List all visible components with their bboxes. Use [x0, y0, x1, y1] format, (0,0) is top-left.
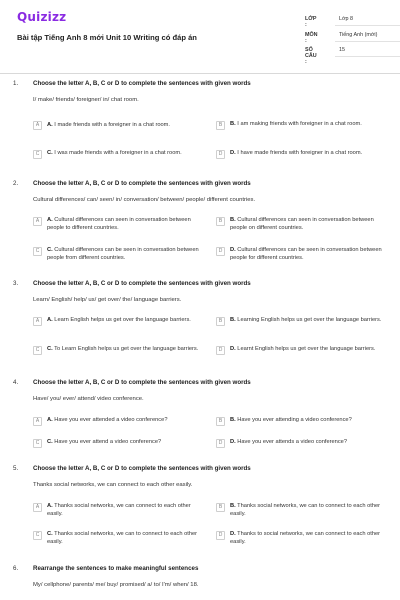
option-letter: C.	[47, 531, 53, 537]
option-d-checkbox[interactable]: D	[216, 439, 225, 448]
option-text: Have you ever attending a video conference?	[237, 417, 352, 423]
option-text: To Learn English helps us get over the language barriers.	[54, 346, 199, 352]
option-letter: B.	[230, 317, 236, 323]
option-text: Learning English helps us get over the language barriers.	[237, 317, 382, 323]
question-prompt: Have/ you/ ever/ attend/ video conference.	[33, 396, 144, 402]
option-letter: A.	[47, 317, 53, 323]
option-c-checkbox[interactable]: C	[33, 247, 42, 256]
option-a-checkbox[interactable]: A	[33, 503, 42, 512]
option-letter: B.	[230, 417, 236, 423]
option-letter: D.	[230, 531, 236, 537]
option-letter: A.	[47, 417, 53, 423]
option-text: Learn English helps us get over the language barriers.	[54, 317, 191, 323]
page-title: Bài tập Tiếng Anh 8 mới Unit 10 Writing có đáp án	[17, 33, 197, 42]
option-text: I made friends with a foreigner in a chat room.	[54, 122, 170, 128]
option-text: Thanks social networks, we can to connect to each other easily.	[230, 503, 381, 518]
option-a-checkbox[interactable]: A	[33, 217, 42, 226]
question-prompt: My/ cellphone/ parents/ me/ buy/ promised/ a/ to/ I'm/ when/ 18.	[33, 582, 199, 588]
option-letter: B.	[230, 121, 236, 127]
option-text: Have you ever attends a video conference?	[237, 439, 347, 445]
question-number: 6.	[13, 565, 19, 572]
meta-count-value: 15	[339, 47, 345, 53]
meta-count-label: SỐ CÂU :	[305, 47, 317, 65]
option-letter: D.	[230, 150, 236, 156]
option-letter: D.	[230, 247, 236, 253]
question-text: Choose the letter A, B, C or D to complete the sentences with given words	[33, 280, 251, 287]
option-d-checkbox[interactable]: D	[216, 150, 225, 159]
option-text: I was made friends with a foreigner in a chat room.	[54, 150, 182, 156]
quizizz-logo: Quizizz	[17, 10, 67, 24]
option-b-checkbox[interactable]: B	[216, 121, 225, 130]
option-text: Learnt English helps us get over the language barriers.	[237, 346, 376, 352]
question-text: Choose the letter A, B, C or D to complete the sentences with given words	[33, 180, 251, 187]
meta-subject-value: Tiếng Anh (mới)	[339, 32, 378, 38]
question-prompt: I/ make/ friends/ foreigner/ in/ chat room.	[33, 97, 139, 103]
question-prompt: Learn/ English/ help/ us/ get over/ the/ language barriers.	[33, 297, 182, 303]
question-prompt: Cultural differences/ can/ seen/ in/ conversation/ between/ people/ different countries.	[33, 197, 256, 203]
option-c-checkbox[interactable]: C	[33, 150, 42, 159]
question-text: Rearrange the sentences to make meaningful sentences	[33, 565, 199, 572]
option-c-checkbox[interactable]: C	[33, 439, 42, 448]
option-letter: D.	[230, 346, 236, 352]
option-letter: A.	[47, 503, 53, 509]
option-text: Cultural differences can seen in conversation between people on different countries.	[230, 217, 374, 232]
question-text: Choose the letter A, B, C or D to complete the sentences with given words	[33, 379, 251, 386]
option-letter: C.	[47, 150, 53, 156]
option-letter: C.	[47, 439, 53, 445]
option-d-checkbox[interactable]: D	[216, 346, 225, 355]
option-letter: A.	[47, 217, 53, 223]
option-letter: D.	[230, 439, 236, 445]
option-text: Thanks social networks, we can to connect to each other easily.	[47, 531, 198, 546]
option-a-checkbox[interactable]: A	[33, 121, 42, 130]
option-text: Cultural differences can be seen in conversation between people from different countries.	[47, 247, 199, 262]
option-letter: B.	[230, 503, 236, 509]
meta-grade-label: LỚP :	[305, 16, 317, 28]
option-b-checkbox[interactable]: B	[216, 317, 225, 326]
option-b-checkbox[interactable]: B	[216, 503, 225, 512]
option-text: I have made friends with foreigner in a chat room.	[237, 150, 363, 156]
question-number: 2.	[13, 180, 19, 187]
question-number: 3.	[13, 280, 19, 287]
meta-divider	[335, 56, 400, 57]
meta-subject-label: MÔN :	[305, 32, 318, 44]
option-text: Thanks social networks, we can connect to each other easily.	[47, 503, 191, 518]
question-number: 5.	[13, 465, 19, 472]
option-letter: C.	[47, 346, 53, 352]
option-b-checkbox[interactable]: B	[216, 417, 225, 426]
option-a-checkbox[interactable]: A	[33, 417, 42, 426]
worksheet-header	[0, 0, 400, 74]
option-c-checkbox[interactable]: C	[33, 531, 42, 540]
option-text: Cultural differences can seen in conversation between people to different countries.	[47, 217, 191, 232]
option-letter: B.	[230, 217, 236, 223]
option-d-checkbox[interactable]: D	[216, 247, 225, 256]
option-letter: C.	[47, 247, 53, 253]
question-text: Choose the letter A, B, C or D to complete the sentences with given words	[33, 80, 251, 87]
question-prompt: Thanks social networks, we can connect to each other easily.	[33, 482, 193, 488]
option-text: Have you ever attended a video conference?	[54, 417, 168, 423]
question-number: 4.	[13, 379, 19, 386]
option-letter: A.	[47, 122, 53, 128]
option-text: Cultural differences can be seen in conversation between people for different countries.	[230, 247, 382, 262]
option-text: Thanks to social networks, we can connect to each other easily.	[230, 531, 381, 546]
meta-grade-value: Lớp 8	[339, 16, 354, 22]
option-b-checkbox[interactable]: B	[216, 217, 225, 226]
meta-divider	[335, 25, 400, 26]
option-a-checkbox[interactable]: A	[33, 317, 42, 326]
question-number: 1.	[13, 80, 19, 87]
question-text: Choose the letter A, B, C or D to complete the sentences with given words	[33, 465, 251, 472]
option-c-checkbox[interactable]: C	[33, 346, 42, 355]
option-text: Have you ever attend a video conference?	[54, 439, 162, 445]
option-text: I am making friends with foreigner in a chat room.	[237, 121, 362, 127]
option-d-checkbox[interactable]: D	[216, 531, 225, 540]
meta-divider	[335, 41, 400, 42]
